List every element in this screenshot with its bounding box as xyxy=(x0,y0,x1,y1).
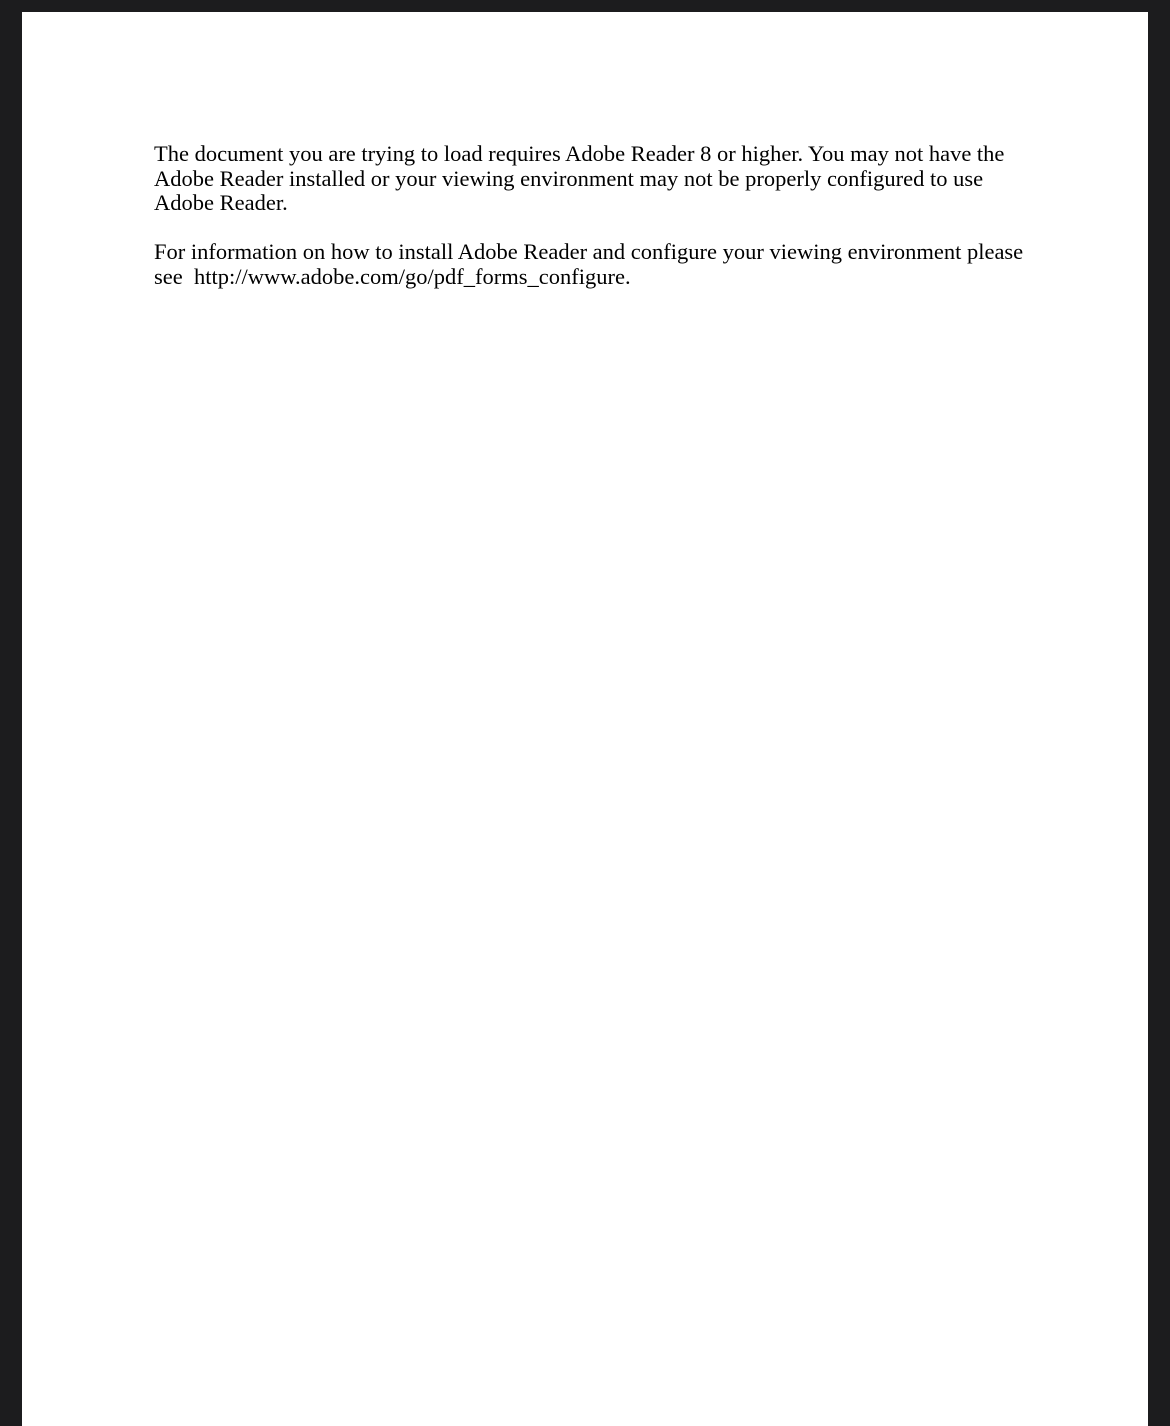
paragraph-line: For information on how to install Adobe Reader and configure your viewing environment please xyxy=(154,239,1024,264)
paragraph-line-with-link xyxy=(154,265,1024,290)
requirement-paragraph xyxy=(154,142,1024,216)
period-suffix: . xyxy=(624,263,631,289)
document-page xyxy=(22,12,1148,1426)
see-prefix: see xyxy=(154,263,194,289)
paragraph-line: Adobe Reader. xyxy=(154,190,288,215)
paragraph-line: Adobe Reader installed or your viewing environment may not be properly configured to use xyxy=(154,165,984,191)
install-info-paragraph xyxy=(154,240,1024,289)
message-text-block xyxy=(154,142,1024,289)
adobe-config-link[interactable]: http://www.adobe.com/go/pdf_forms_configure xyxy=(193,263,625,289)
paragraph-line: The document you are trying to load requires Adobe Reader 8 or higher. You may not have the xyxy=(154,141,1005,166)
